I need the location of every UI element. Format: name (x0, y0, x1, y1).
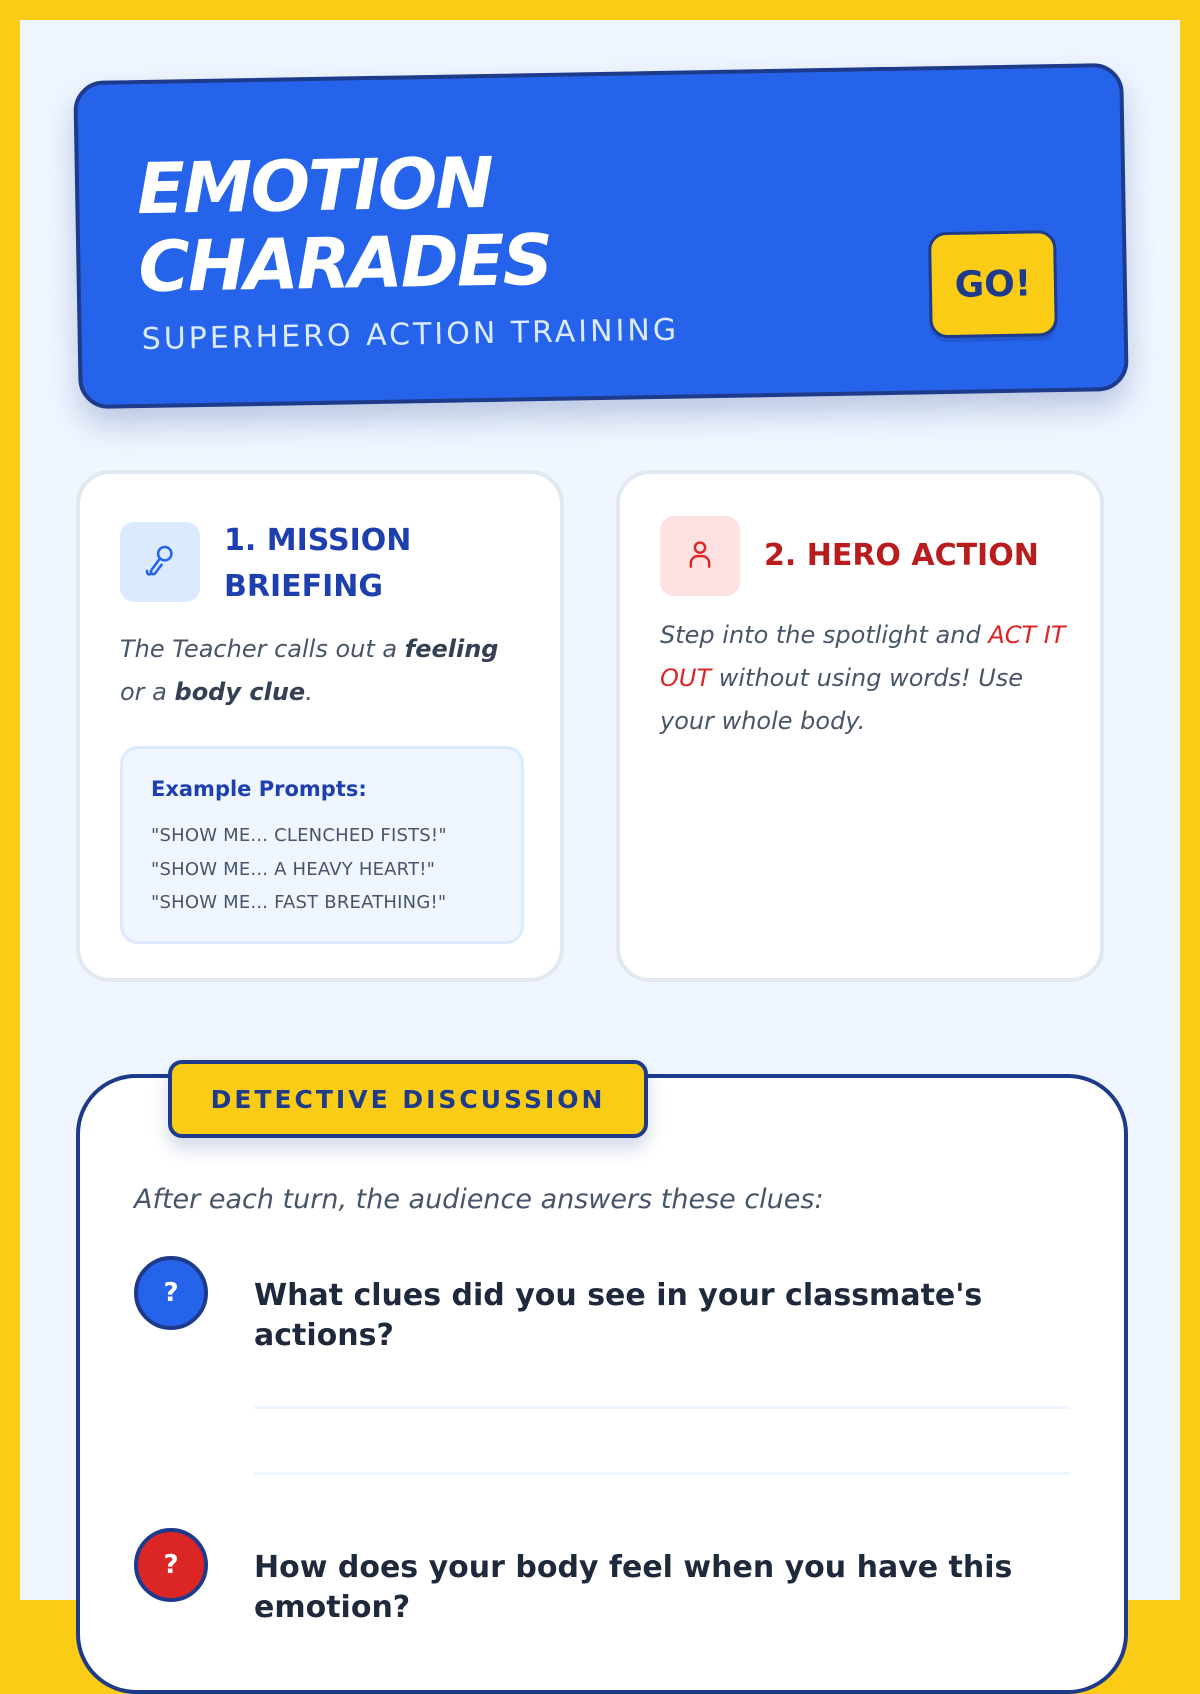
step-2-text-part: Step into the spotlight and (660, 621, 989, 649)
discussion-intro: After each turn, the audience answers these clues: (134, 1184, 824, 1215)
step-1-title: 1. MISSION BRIEFING (224, 523, 412, 604)
title-banner (73, 63, 1129, 409)
answer-line[interactable] (254, 1472, 1070, 1475)
page-title: EMOTION CHARADES (136, 141, 552, 309)
example-prompt: "SHOW ME... CLENCHED FISTS!" (151, 825, 447, 846)
question-1-text: What clues did you see in your classmate's actions? (254, 1278, 983, 1353)
person-icon (683, 537, 717, 575)
hero-action-card (616, 470, 1104, 982)
step-1-emphasis-feeling: feeling (404, 635, 499, 663)
step-1-text-part: or a (120, 678, 175, 706)
page-subtitle: SUPERHERO ACTION TRAINING (141, 312, 680, 358)
person-icon-tile (660, 516, 740, 596)
example-prompt: "SHOW ME... FAST BREATHING!" (151, 892, 447, 913)
microphone-icon-tile (120, 522, 200, 602)
go-button[interactable]: GO! (928, 230, 1058, 338)
example-prompt: "SHOW ME... A HEAVY HEART!" (151, 859, 436, 880)
mission-briefing-card (76, 470, 564, 982)
question-2-badge: ? (134, 1528, 208, 1602)
discussion-tab-label: DETECTIVE DISCUSSION (168, 1060, 648, 1138)
step-1-emphasis-body-clue: body clue (174, 678, 306, 706)
step-2-description (660, 614, 1070, 743)
microphone-icon (141, 541, 179, 583)
step-2-title: 2. HERO ACTION (764, 538, 1039, 573)
question-1-badge: ? (134, 1256, 208, 1330)
step-2-highlight: ACT IT OUT (660, 621, 1066, 692)
step-1-text-part: . (305, 678, 313, 706)
question-2-text: How does your body feel when you have this emotion? (254, 1550, 1013, 1625)
step-1-text-part: The Teacher calls out a (120, 635, 405, 663)
step-1-description (120, 628, 530, 714)
answer-line[interactable] (254, 1406, 1070, 1409)
example-prompts-box (120, 746, 524, 944)
example-prompts-heading: Example Prompts: (151, 777, 367, 801)
step-2-text-part: without using words! Use your whole body. (660, 664, 1024, 735)
worksheet-page (20, 20, 1180, 1625)
